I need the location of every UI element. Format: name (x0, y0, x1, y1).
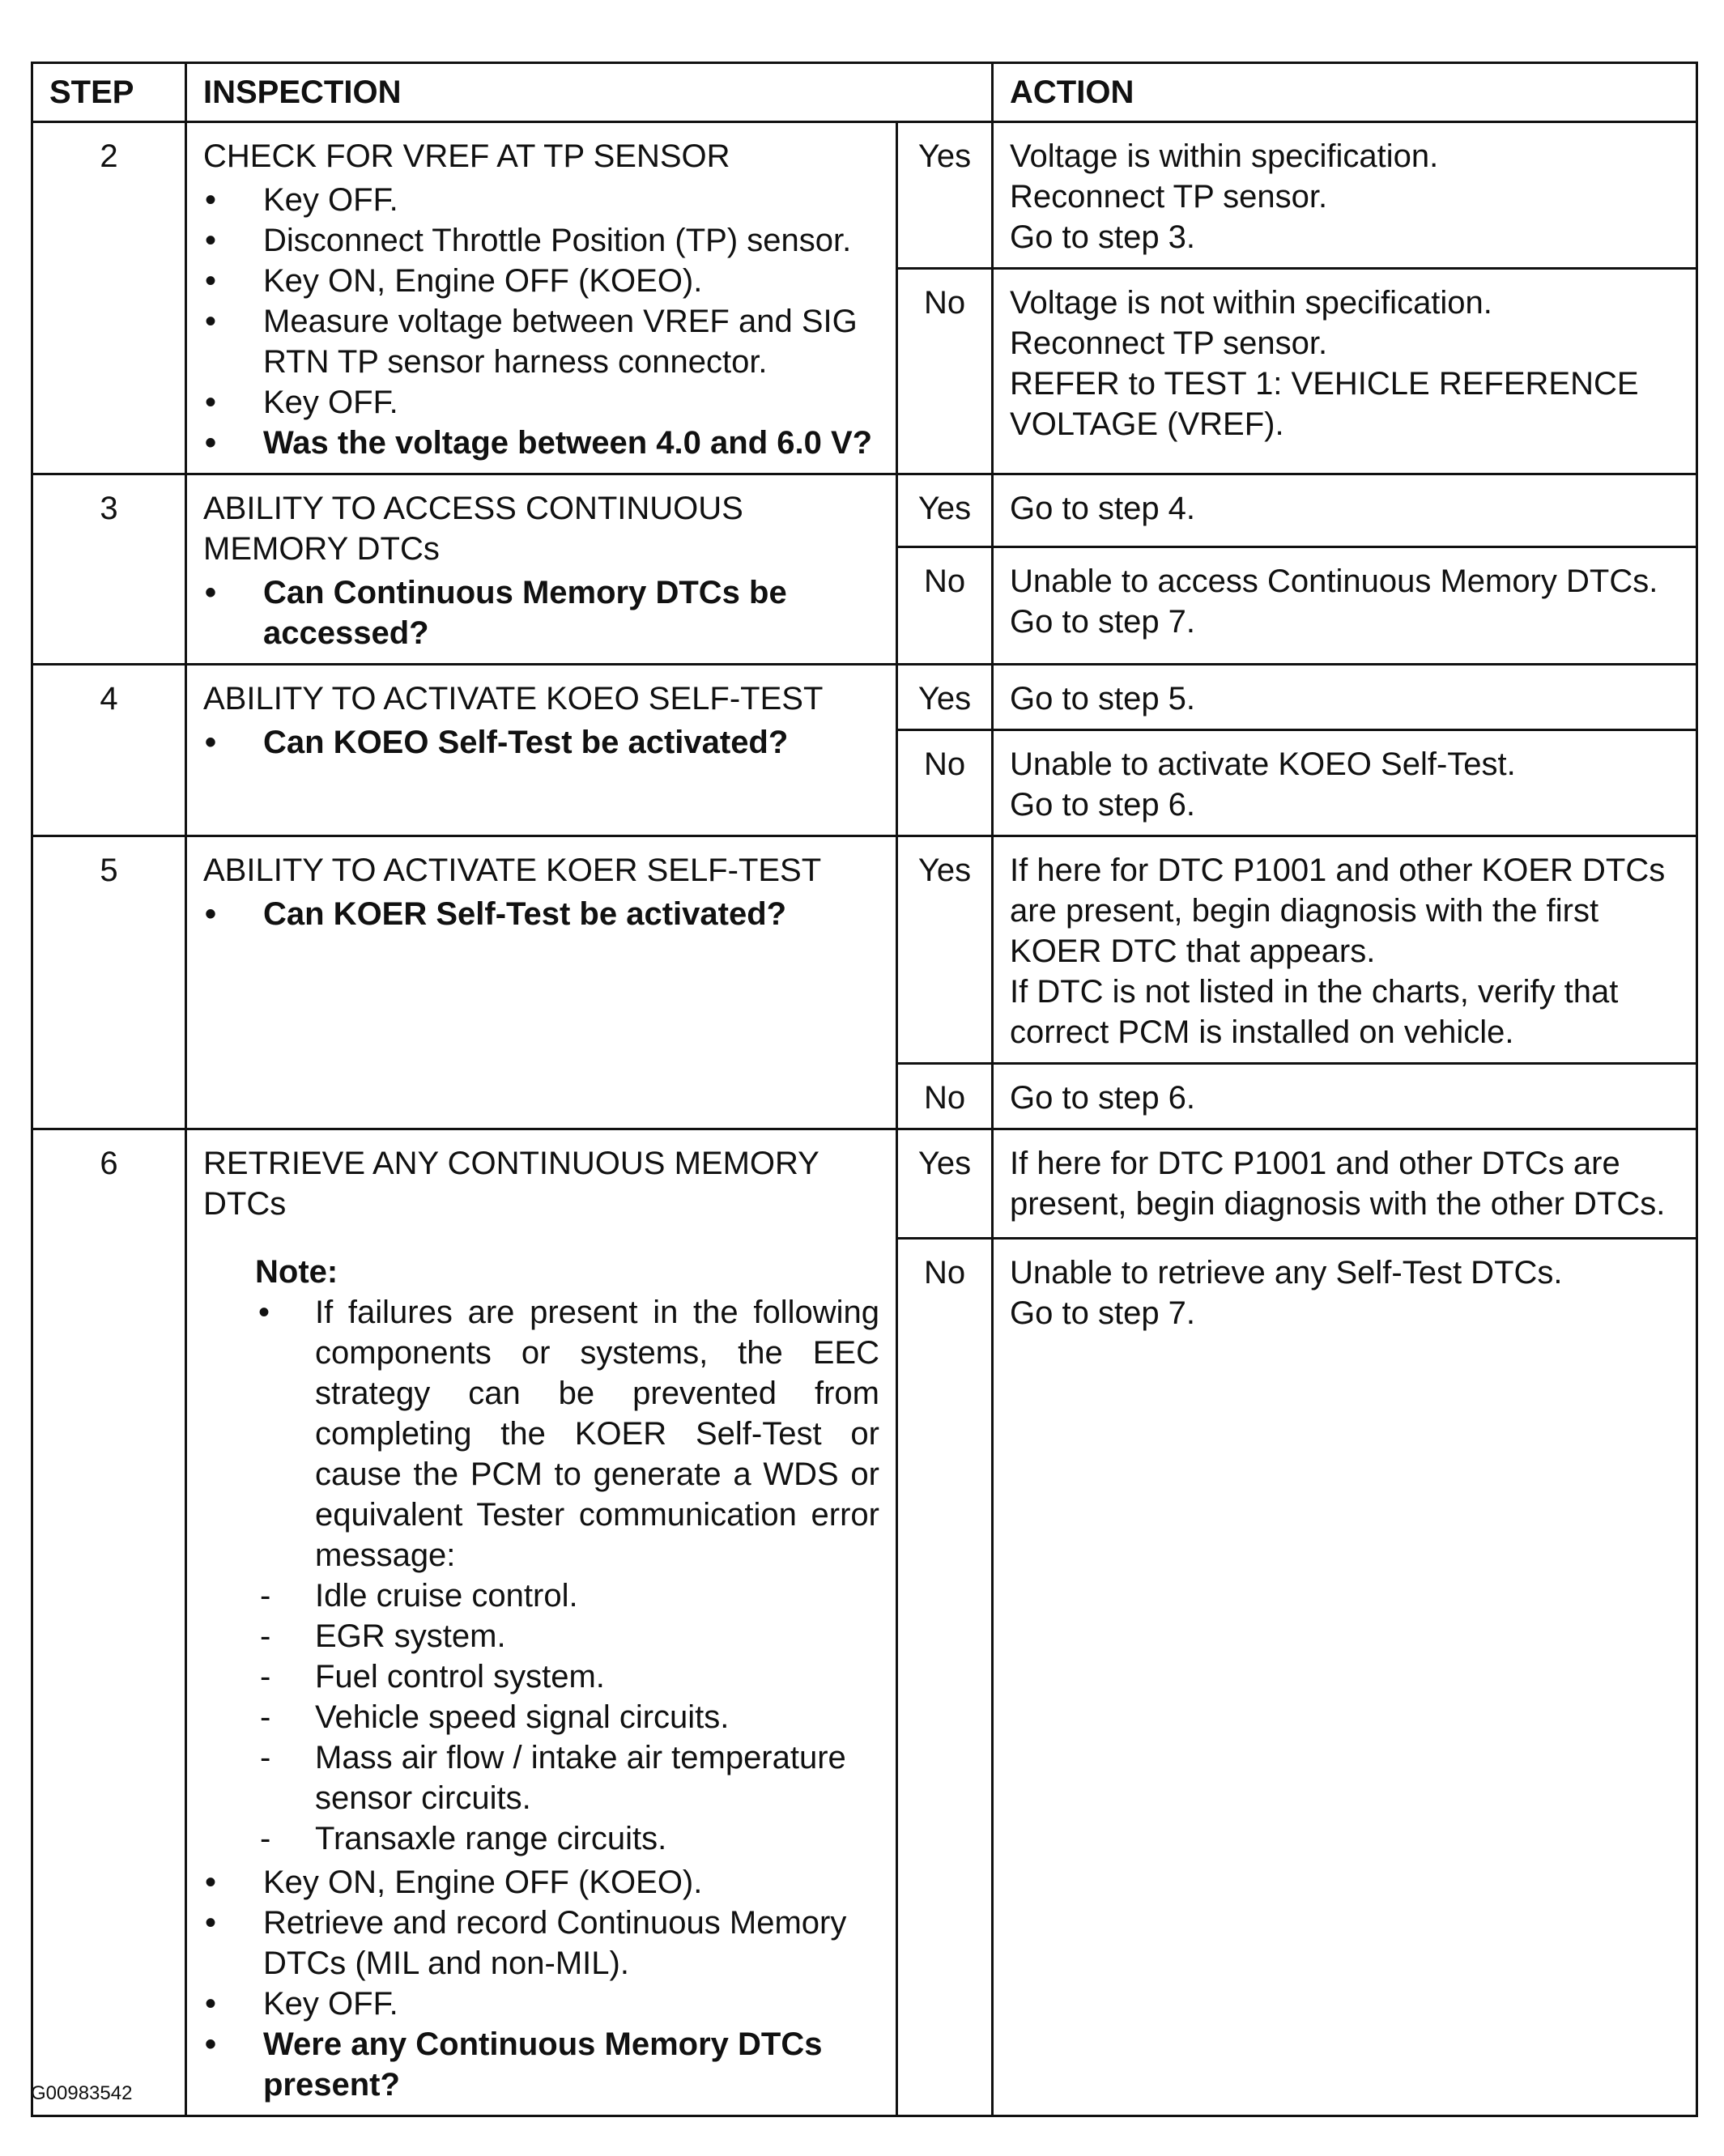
action-line: If here for DTC P1001 and other DTCs are present, begin diagnosis with the other DTCs. (1010, 1146, 1666, 1222)
action-line: Unable to retrieve any Self-Test DTCs. (1010, 1255, 1563, 1291)
step-number: 4 (32, 665, 186, 836)
no-action (993, 730, 1697, 836)
step-row (32, 665, 1697, 730)
action-line: If here for DTC P1001 and other KOER DTCs are present, begin diagnosis with the first KOER DTC that appears. (1010, 853, 1666, 969)
note-title: Note: (255, 1254, 338, 1290)
yes-label: Yes (897, 665, 993, 730)
inspection-bullets (203, 572, 879, 653)
action-line: Reconnect TP sensor. (1010, 179, 1328, 215)
step-number: 2 (32, 122, 186, 474)
inspection-cell (186, 836, 897, 1129)
inspection-bullets (203, 722, 879, 763)
step-row (32, 836, 1697, 1064)
inspection-cell (186, 122, 897, 474)
bullet-item: • Key OFF. (203, 180, 879, 220)
yes-action (993, 665, 1697, 730)
action-line: Go to step 7. (1010, 1295, 1196, 1331)
action-line: Go to step 6. (1010, 1080, 1196, 1116)
action-line: REFER to TEST 1: VEHICLE REFERENCE VOLTAGE (VREF). (1010, 366, 1639, 442)
action-header: ACTION (993, 63, 1697, 122)
step-number: 3 (32, 474, 186, 665)
yes-action (993, 1129, 1697, 1239)
step-row (32, 474, 1697, 547)
inspection-title: ABILITY TO ACCESS CONTINUOUS MEMORY DTCs (203, 491, 743, 567)
inspection-title: RETRIEVE ANY CONTINUOUS MEMORY DTCs (203, 1146, 819, 1222)
step-row (32, 122, 1697, 269)
inspection-title: ABILITY TO ACTIVATE KOEO SELF-TEST (203, 681, 824, 717)
yes-label: Yes (897, 1129, 993, 1239)
diagnostic-table (31, 62, 1698, 2117)
bullet-item: • Key OFF. (203, 382, 879, 423)
yes-label: Yes (897, 122, 993, 269)
inspection-bullets (203, 1862, 879, 2105)
yes-action (993, 122, 1697, 269)
yes-label: Yes (897, 474, 993, 547)
note-list (255, 1576, 879, 1859)
no-label: No (897, 1239, 993, 2116)
inspection-question: • Was the voltage between 4.0 and 6.0 V? (203, 423, 879, 463)
no-action (993, 546, 1697, 664)
yes-action (993, 836, 1697, 1064)
action-line: Unable to access Continuous Memory DTCs. (1010, 563, 1658, 599)
no-label: No (897, 1064, 993, 1129)
step-number: 6 (32, 1129, 186, 2116)
inspection-title: ABILITY TO ACTIVATE KOER SELF-TEST (203, 853, 822, 888)
action-line: Go to step 6. (1010, 787, 1196, 823)
bullet-item: • Disconnect Throttle Position (TP) sensor. (203, 220, 879, 261)
inspection-cell (186, 1129, 897, 2116)
no-action (993, 1239, 1697, 2116)
bullet-item: • Key ON, Engine OFF (KOEO). (203, 1862, 879, 1903)
bullet-item: • Measure voltage between VREF and SIG RTN TP sensor harness connector. (203, 301, 879, 382)
inspection-cell (186, 665, 897, 836)
note-item: - Mass air flow / intake air temperature sensor circuits. (255, 1737, 879, 1818)
bullet-item: • Key OFF. (203, 1984, 879, 2024)
inspection-question: • Can KOER Self-Test be activated? (203, 894, 879, 934)
note-item: - Vehicle speed signal circuits. (255, 1697, 879, 1737)
note-item: - Transaxle range circuits. (255, 1818, 879, 1859)
inspection-question: • Can Continuous Memory DTCs be accessed? (203, 572, 879, 653)
note-text: • If failures are present in the following components or systems, the EEC strategy can be prevented from completing the KOER Self-Test or cause the PCM to generate a WDS or equivalent Tester communication error message: (255, 1292, 879, 1576)
action-line: Go to step 4. (1010, 491, 1196, 526)
action-line: Voltage is within specification. (1010, 138, 1439, 174)
inspection-header: INSPECTION (186, 63, 993, 122)
figure-id: G00983542 (31, 2082, 133, 2104)
note-item: - Idle cruise control. (255, 1576, 879, 1616)
inspection-bullets (203, 894, 879, 934)
action-line: Go to step 7. (1010, 603, 1196, 640)
step-number: 5 (32, 836, 186, 1129)
inspection-question: • Can KOEO Self-Test be activated? (203, 722, 879, 763)
header-row (32, 63, 1697, 122)
step-row (32, 1129, 1697, 1239)
note-item: - EGR system. (255, 1616, 879, 1656)
no-label: No (897, 546, 993, 664)
action-line: Go to step 3. (1010, 219, 1196, 255)
yes-label: Yes (897, 836, 993, 1064)
note-block (255, 1252, 879, 1859)
bullet-item: • Key ON, Engine OFF (KOEO). (203, 261, 879, 301)
step-header: STEP (32, 63, 186, 122)
action-line: If DTC is not listed in the charts, verify that correct PCM is installed on vehicle. (1010, 974, 1619, 1050)
no-label: No (897, 269, 993, 474)
no-label: No (897, 730, 993, 836)
action-line: Go to step 5. (1010, 681, 1196, 717)
no-action (993, 1064, 1697, 1129)
action-line: Voltage is not within specification. (1010, 285, 1492, 321)
bullet-item: • Retrieve and record Continuous Memory DTCs (MIL and non-MIL). (203, 1903, 879, 1984)
no-action (993, 269, 1697, 474)
inspection-bullets (203, 180, 879, 463)
yes-action (993, 474, 1697, 547)
inspection-title: CHECK FOR VREF AT TP SENSOR (203, 138, 730, 174)
inspection-question: • Were any Continuous Memory DTCs present? (203, 2024, 879, 2105)
inspection-cell (186, 474, 897, 665)
action-line: Unable to activate KOEO Self-Test. (1010, 746, 1516, 782)
action-line: Reconnect TP sensor. (1010, 325, 1328, 361)
note-item: - Fuel control system. (255, 1656, 879, 1697)
